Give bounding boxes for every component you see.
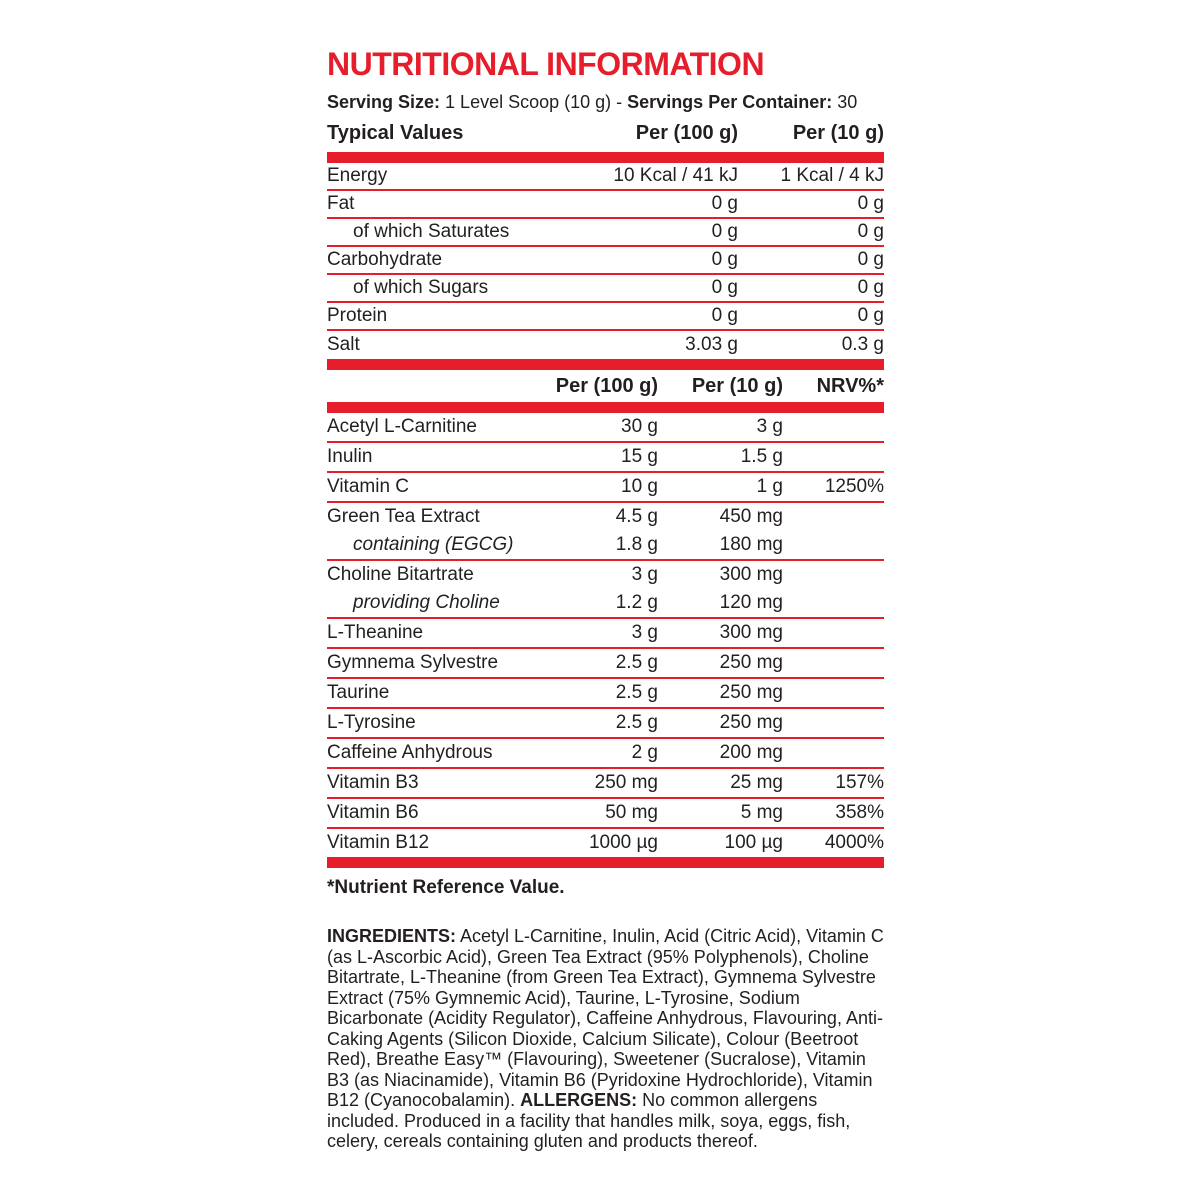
actives-row [327,709,884,737]
ingredient-label: L-Theanine [327,622,424,643]
serving-info [327,92,884,113]
actives-group [327,443,884,473]
typical-values-row [327,331,884,359]
value-per-100g: 0 g [711,221,738,242]
divider-bar-top [327,152,884,163]
ingredients-paragraph [327,926,884,1152]
actives-row [327,589,884,617]
divider-bar-mid1 [327,359,884,370]
actives-per-100g-header: Per (100 g) [555,374,658,397]
value-per-100g: 0 g [711,305,738,326]
value-per-10g: 300 mg [719,622,783,643]
page-title: NUTRITIONAL INFORMATION [327,46,765,82]
servings-per-container-value: 30 [832,92,858,112]
value-per-10g: 0 g [857,305,884,326]
value-per-10g: 0.3 g [841,334,884,355]
ingredient-label: Vitamin C [327,476,410,497]
value-per-10g: 3 g [756,416,783,437]
ingredient-label: Vitamin B6 [327,802,419,823]
typical-values-row [327,247,884,275]
value-per-100g: 1.2 g [615,592,658,613]
nutrient-label: Protein [327,305,388,326]
typical-values-row [327,219,884,247]
nutrient-label: Energy [327,165,388,186]
actives-row [327,679,884,707]
actives-group [327,829,884,857]
value-per-100g: 30 g [621,416,658,437]
serving-size-label: Serving Size: [327,92,441,112]
nutrient-label: of which Saturates [353,221,510,242]
ingredient-label: Gymnema Sylvestre [327,652,499,673]
typical-values-row [327,303,884,331]
ingredient-label: providing Choline [353,592,500,613]
ingredient-label: Inulin [327,446,373,467]
value-nrv: 1250% [824,476,884,497]
value-per-100g: 2.5 g [615,652,658,673]
actives-group [327,679,884,709]
ingredient-label: Vitamin B12 [327,832,430,853]
value-per-10g: 250 mg [719,652,783,673]
actives-group [327,649,884,679]
divider-bar-mid2 [327,402,884,413]
value-per-10g: 450 mg [719,506,783,527]
typical-values-row [327,191,884,219]
value-per-100g: 1.8 g [615,534,658,555]
value-per-100g: 10 Kcal / 41 kJ [613,165,738,186]
value-per-100g: 0 g [711,193,738,214]
actives-row [327,443,884,471]
value-per-100g: 3 g [631,564,658,585]
ingredient-label: Choline Bitartrate [327,564,474,585]
value-per-100g: 0 g [711,249,738,270]
value-per-100g: 0 g [711,277,738,298]
actives-header [327,370,884,402]
actives-group [327,799,884,829]
value-per-100g: 250 mg [594,772,658,793]
actives-row [327,769,884,797]
actives-group [327,561,884,619]
typical-values-header-label: Typical Values [327,122,464,144]
nutrition-label [327,46,884,1152]
ingredients-text: Acetyl L-Carnitine, Inulin, Acid (Citric Acid), Vitamin C (as L-Ascorbic Acid), Green Tea Extract (95% Polyphenols), Choline Bitartrate, L-Theanine (from Green Tea Extract), Gymnema Sylvestre Extract (75% Gymnemic Acid), Taurine, L-Tyrosine, Sodium Bicarbonate (Acidity Regulator), Caffeine Anhydrous, Flavouring, Anti-Caking Agents (Silicon Dioxide, Calcium Silicate), Colour (Beetroot Red), Breathe Easy™ (Flavouring), Sweetener (Sucralose), Vitamin B3 (as Niacinamide), Vitamin B6 (Pyridoxine Hydrochloride), Vitamin B12 (Cyanocobalamin). [327,926,884,1110]
actives-row [327,503,884,531]
actives-group [327,619,884,649]
value-per-10g: 1 g [756,476,783,497]
value-per-10g: 0 g [857,193,884,214]
ingredient-label: Green Tea Extract [327,506,480,527]
actives-group [327,769,884,799]
ingredient-label: containing (EGCG) [353,534,514,555]
value-per-10g: 1 Kcal / 4 kJ [780,165,884,186]
value-per-100g: 2.5 g [615,682,658,703]
value-nrv: 358% [835,802,884,823]
ingredient-label: Caffeine Anhydrous [327,742,493,763]
allergens-text: No common allergens included. Produced in a facility that handles milk, soya, eggs, fish, celery, cereals containing gluten and products thereof. [327,1090,851,1151]
nrv-footnote: *Nutrient Reference Value. [327,877,565,898]
servings-per-container-label: Servings Per Container: [627,92,833,112]
actives-group [327,473,884,503]
nutrient-label: Salt [327,334,360,355]
value-per-100g: 3 g [631,622,658,643]
value-per-10g: 200 mg [719,742,783,763]
typical-values-row [327,275,884,303]
actives-row [327,739,884,767]
actives-per-10g-header: Per (10 g) [691,374,783,397]
allergens-label: ALLERGENS: [520,1090,638,1110]
value-per-100g: 1000 µg [588,832,658,853]
actives-row [327,531,884,559]
ingredient-label: Taurine [327,682,390,703]
value-nrv: 4000% [824,832,884,853]
value-per-10g: 250 mg [719,682,783,703]
actives-row [327,619,884,647]
value-per-10g: 0 g [857,249,884,270]
actives-row [327,649,884,677]
actives-group [327,503,884,561]
per-10g-header: Per (10 g) [792,122,884,144]
typical-values-table [327,163,884,359]
value-per-100g: 2 g [631,742,658,763]
actives-row [327,799,884,827]
actives-group [327,739,884,769]
actives-group [327,709,884,739]
value-per-10g: 180 mg [719,534,783,555]
value-per-10g: 0 g [857,277,884,298]
actives-row [327,561,884,589]
ingredient-label: L-Tyrosine [327,712,416,733]
actives-row [327,829,884,857]
actives-row [327,413,884,441]
value-per-100g: 15 g [621,446,658,467]
value-per-100g: 50 mg [605,802,658,823]
ingredients-label: INGREDIENTS: [327,926,457,946]
nutrient-label: Carbohydrate [327,249,443,270]
ingredient-label: Acetyl L-Carnitine [327,416,477,437]
value-per-10g: 1.5 g [740,446,783,467]
actives-row [327,473,884,501]
value-per-100g: 4.5 g [615,506,658,527]
value-per-10g: 250 mg [719,712,783,733]
divider-bar-bottom [327,857,884,868]
serving-size-value: 1 Level Scoop (10 g) - [440,92,628,112]
actives-group [327,413,884,443]
nrv-header: NRV%* [816,374,884,397]
value-per-100g: 2.5 g [615,712,658,733]
typical-values-row [327,163,884,191]
value-nrv: 157% [835,772,884,793]
per-100g-header: Per (100 g) [635,122,738,144]
actives-table [327,413,884,857]
nutrient-label: of which Sugars [353,277,489,298]
value-per-10g: 300 mg [719,564,783,585]
ingredient-label: Vitamin B3 [327,772,419,793]
value-per-10g: 100 µg [724,832,783,853]
value-per-100g: 10 g [621,476,658,497]
value-per-100g: 3.03 g [685,334,738,355]
value-per-10g: 25 mg [730,772,783,793]
typical-values-header [327,122,884,152]
value-per-10g: 5 mg [740,802,783,823]
value-per-10g: 0 g [857,221,884,242]
nutrient-label: Fat [327,193,355,214]
value-per-10g: 120 mg [719,592,783,613]
